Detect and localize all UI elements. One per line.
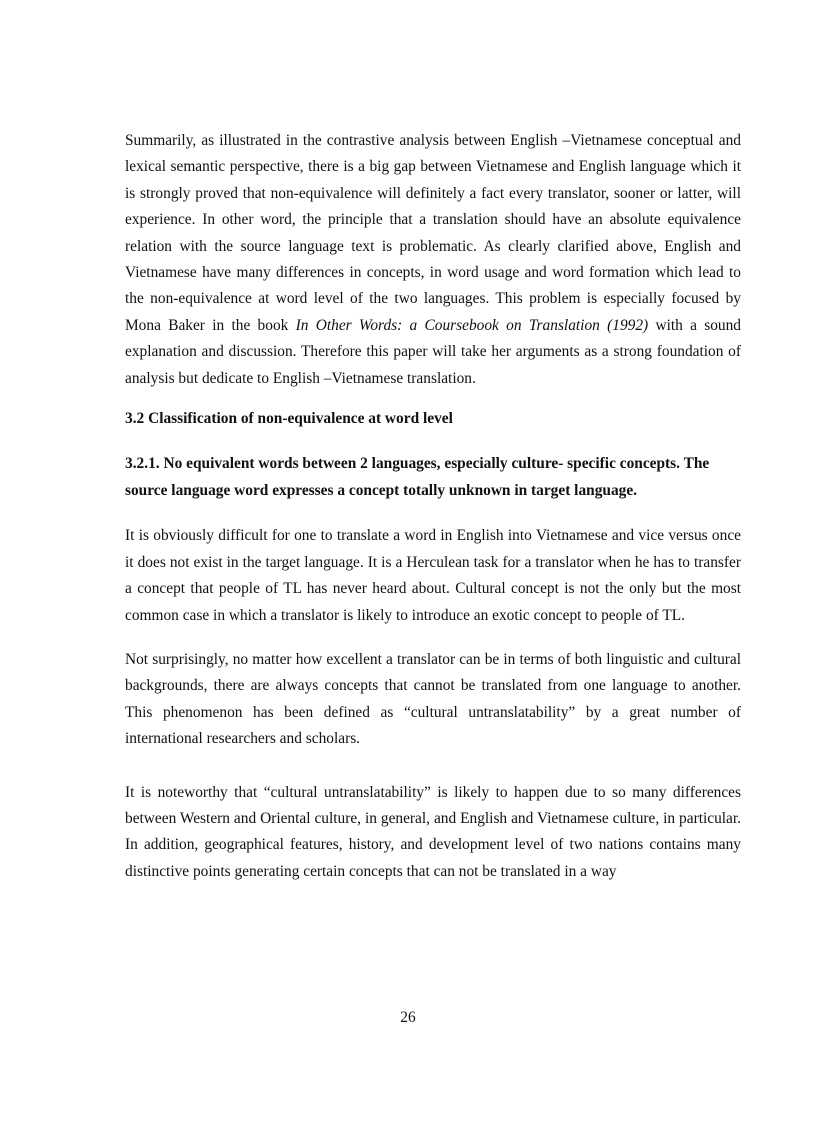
paragraph-summary-continuation: with a sound explanation and discussion. Therefore this paper will take her arguments as a strong foundation of analysis but dedicate to English –Vietnamese translation.: [125, 316, 741, 387]
paragraph-summary-text: Summarily, as illustrated in the contrastive analysis between English –Vietnamese conceptual and lexical semantic perspective, there is a big gap between Vietnamese and English language which it is strongly proved that non-equivalence will definitely a fact every translator, sooner or latter, will experience. In other word, the principle that a translation should have an absolute equivalence relation with the source language text is problematic. As clearly clarified above, English and Vietnamese have many differences in concepts, in word usage and word formation which lead to the non-equivalence at word level of the two languages. This problem is especially focused by Mona Baker in the book: [125, 132, 741, 334]
paragraph-summary: [125, 128, 741, 392]
paragraph-cultural-differences: It is noteworthy that “cultural untranslatability” is likely to happen due to so many differences between Western and Oriental culture, in general, and English and Vietnamese culture, in particular. In addition, geographical features, history, and development level of two nations contains many distinctive points generating certain concepts that can not be translated in a way: [125, 783, 741, 880]
book-title: In Other Words: a Coursebook on Translation (1992): [295, 316, 649, 334]
section-heading-3-2: 3.2 Classification of non-equivalence at word level: [125, 410, 453, 428]
paragraph-difficulty: It is obviously difficult for one to translate a word in English into Vietnamese and vice versus once it does not exist in the target language. It is a Herculean task for a translator when he has to transfer a concept that people of TL has never heard about. Cultural concept is not the only but the most common case in which a translator is likely to introduce an exotic concept to people of TL.: [125, 527, 741, 624]
subsection-heading-3-2-1: 3.2.1. No equivalent words between 2 languages, especially culture- specific concepts. The source language word expresses a concept totally unknown in target language.: [125, 455, 710, 499]
page-number: 26: [400, 1009, 416, 1026]
paragraph-untranslatability: Not surprisingly, no matter how excellent a translator can be in terms of both linguistic and cultural backgrounds, there are always concepts that cannot be translated from one language to another. This phenomenon has been defined as “cultural untranslatability” by a great number of international researchers and scholars.: [125, 650, 741, 748]
page-body: [125, 128, 741, 885]
